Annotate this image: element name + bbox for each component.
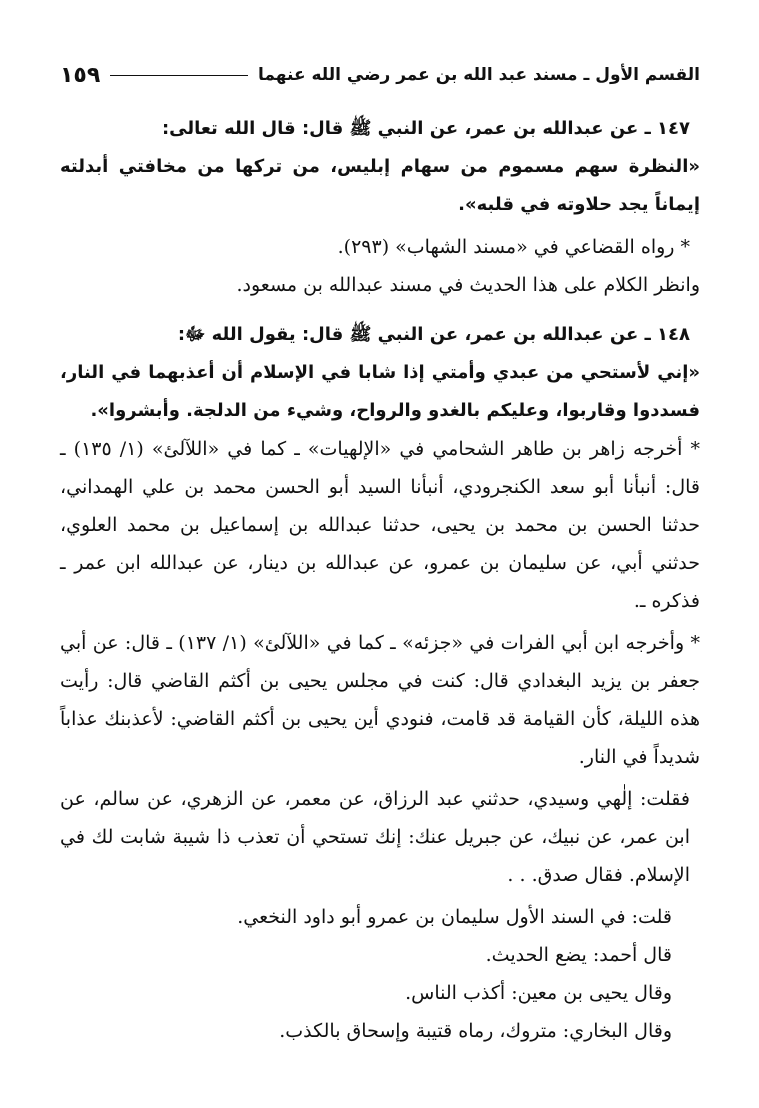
- hadith-148-intro: ١٤٨ ـ عن عبدالله بن عمر، عن النبي ﷺ قال: يقول الله ﷻ:: [177, 324, 690, 345]
- hadith-148-takhrij-1: * أخرجه زاهر بن طاهر الشحامي في «الإلهيات» ـ كما في «اللآلئ» (١/ ١٣٥) ـ قال: أنبأنا أبو سعد الكنجرودي، أنبأنا السيد أبو الحسن محمد بن علي الهمداني، حدثنا الحسن بن محمد بن يحيى، حدثنا عبدالله بن إسماعيل بن محمد العلوي، حدثني أبي، عن سليمان بن عمرو، عن عبدالله بن دينار، عن عبدالله ابن عمر ـ فذكره ـ.: [60, 438, 700, 612]
- hadith-148-takhrij-2: * وأخرجه ابن أبي الفرات في «جزئه» ـ كما في «اللآلئ» (١/ ١٣٧) ـ قال: عن أبي جعفر بن يزيد البغدادي قال: كنت في مجلس يحيى بن أكثم القاضي قال: رأيت هذه الليلة، كأن القيامة قد قامت، فنودي أين يحيى بن أكثم القاضي: لأعذبنك عذاباً شديداً في النار.: [60, 632, 700, 768]
- hadith-148-text: «إني لأستحي من عبدي وأمتي إذا شابا في الإسلام أن أعذبهما في النار، فسددوا وقاربوا، وعليكم بالغدو والرواح، وشيء من الدلجة. وأبشروا».: [60, 362, 700, 421]
- header-rule: [110, 75, 248, 76]
- hadith-147-text: «النظرة سهم مسموم من سهام إبليس، من تركها من مخافتي أبدلته إيماناً يجد حلاوته في قلبه».: [60, 156, 700, 215]
- running-header: [60, 58, 700, 92]
- hadith-148-dialog: فقلت: إلٰهي وسيدي، حدثني عبد الرزاق، عن معمر، عن الزهري، عن سالم، عن ابن عمر، عن نبيك، عن جبريل عنك: إنك تستحي أن تعذب ذا شيبة شابت لك في الإسلام. فقال صدق. . .: [60, 788, 690, 886]
- page-body: [60, 110, 700, 1050]
- comment-line-4: وقال البخاري: متروك، رماه قتيبة وإسحاق بالكذب.: [279, 1020, 672, 1042]
- book-page: [60, 0, 700, 1108]
- hadith-147-intro: ١٤٧ ـ عن عبدالله بن عمر، عن النبي ﷺ قال: قال الله تعالى:: [161, 118, 690, 139]
- page-number: ١٥٩: [60, 62, 101, 88]
- header-title: القسم الأول ـ مسند عبد الله بن عمر رضي الله عنهما: [258, 65, 700, 85]
- hadith-147-see-also: وانظر الكلام على هذا الحديث في مسند عبدالله بن مسعود.: [236, 274, 700, 296]
- comment-line-3: وقال يحيى بن معين: أكذب الناس.: [405, 982, 672, 1004]
- hadith-147-takhrij: * رواه القضاعي في «مسند الشهاب» (٢٩٣).: [337, 236, 690, 258]
- comment-line-2: قال أحمد: يضع الحديث.: [485, 944, 672, 966]
- comment-line-1: قلت: في السند الأول سليمان بن عمرو أبو داود النخعي.: [237, 906, 672, 928]
